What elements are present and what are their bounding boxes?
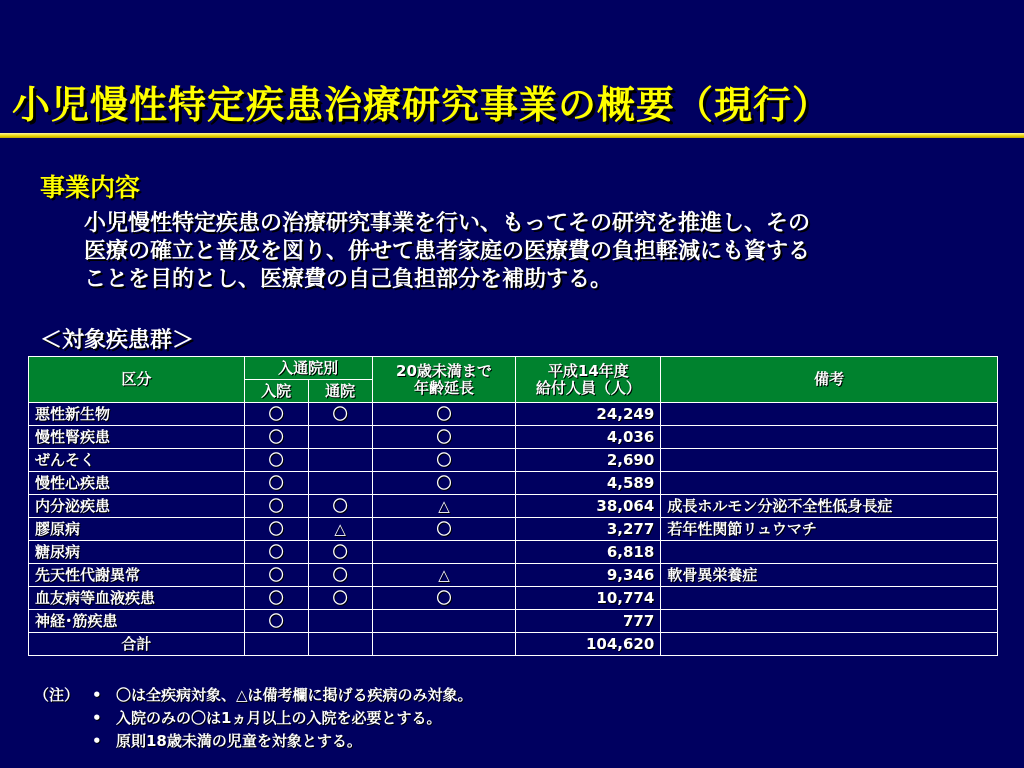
cell-outpatient: 〇 [308, 587, 372, 610]
header-recipients-line1: 平成14年度 [547, 361, 629, 380]
cell-outpatient: △ [308, 518, 372, 541]
total-recipients: 104,620 [516, 633, 661, 656]
cell-notes: 若年性関節リュウマチ [661, 518, 998, 541]
table-total-row [29, 633, 998, 656]
header-recipients-line2: 給付人員（人） [535, 378, 641, 397]
cell-category: 膠原病 [29, 518, 245, 541]
cell-notes [661, 449, 998, 472]
bullet-icon: • [92, 686, 102, 704]
cell-age-extension [372, 541, 516, 564]
table-row [29, 449, 998, 472]
cell-recipients: 4,589 [516, 472, 661, 495]
table-row [29, 472, 998, 495]
cell-recipients: 10,774 [516, 587, 661, 610]
table-row [29, 495, 998, 518]
body-line: 小児慢性特定疾患の治療研究事業を行い、もってその研究を推進し、その [84, 211, 811, 236]
footnote-text: 原則18歳未満の児童を対象とする。 [116, 732, 362, 750]
total-age-extension [372, 633, 516, 656]
cell-inpatient: 〇 [244, 541, 308, 564]
cell-category: 慢性心疾患 [29, 472, 245, 495]
cell-inpatient: 〇 [244, 426, 308, 449]
cell-recipients: 4,036 [516, 426, 661, 449]
footnote-text: 入院のみの〇は1ヵ月以上の入院を必要とする。 [116, 709, 442, 727]
cell-inpatient: 〇 [244, 518, 308, 541]
footnote-text: 〇は全疾病対象、△は備考欄に掲げる疾病のみ対象。 [116, 686, 473, 704]
cell-age-extension: 〇 [372, 518, 516, 541]
cell-inpatient: 〇 [244, 587, 308, 610]
disease-table [28, 356, 998, 656]
cell-inpatient: 〇 [244, 564, 308, 587]
table-row [29, 564, 998, 587]
body-line: ことを目的とし、医療費の自己負担部分を補助する。 [84, 267, 613, 292]
header-admission: 入通院別 [244, 357, 372, 380]
cell-recipients: 38,064 [516, 495, 661, 518]
table-body [29, 403, 998, 656]
cell-age-extension: 〇 [372, 472, 516, 495]
cell-age-extension: △ [372, 564, 516, 587]
cell-outpatient: 〇 [308, 495, 372, 518]
header-notes: 備考 [661, 357, 998, 403]
cell-outpatient [308, 426, 372, 449]
table-row [29, 587, 998, 610]
cell-inpatient: 〇 [244, 472, 308, 495]
cell-age-extension: △ [372, 495, 516, 518]
cell-notes [661, 541, 998, 564]
cell-age-extension: 〇 [372, 449, 516, 472]
header-age-extension-line1: 20歳未満まで [396, 361, 492, 380]
section-heading: 事業内容 [40, 173, 141, 202]
header-inpatient: 入院 [244, 380, 308, 403]
slide-title: 小児慢性特定疾患治療研究事業の概要（現行） [12, 83, 832, 127]
cell-notes: 軟骨異栄養症 [661, 564, 998, 587]
cell-notes [661, 426, 998, 449]
cell-inpatient: 〇 [244, 449, 308, 472]
cell-recipients: 9,346 [516, 564, 661, 587]
cell-inpatient: 〇 [244, 495, 308, 518]
cell-outpatient: 〇 [308, 403, 372, 426]
cell-notes [661, 610, 998, 633]
cell-category: 神経･筋疾患 [29, 610, 245, 633]
cell-outpatient [308, 610, 372, 633]
footnote-prefix: （注） [34, 686, 80, 704]
cell-recipients: 3,277 [516, 518, 661, 541]
cell-category: 内分泌疾患 [29, 495, 245, 518]
cell-recipients: 24,249 [516, 403, 661, 426]
cell-category: 血友病等血液疾患 [29, 587, 245, 610]
cell-category: 糖尿病 [29, 541, 245, 564]
cell-notes [661, 403, 998, 426]
cell-inpatient: 〇 [244, 403, 308, 426]
cell-recipients: 777 [516, 610, 661, 633]
table-row [29, 403, 998, 426]
cell-age-extension [372, 610, 516, 633]
cell-outpatient [308, 449, 372, 472]
cell-age-extension: 〇 [372, 426, 516, 449]
table-row [29, 610, 998, 633]
table-row [29, 426, 998, 449]
bullet-icon: • [92, 732, 102, 750]
table-row [29, 518, 998, 541]
section-body [84, 210, 1004, 294]
cell-recipients: 2,690 [516, 449, 661, 472]
table-row [29, 541, 998, 564]
cell-recipients: 6,818 [516, 541, 661, 564]
table-heading: ＜対象疾患群＞ [40, 328, 195, 353]
cell-notes: 成長ホルモン分泌不全性低身長症 [661, 495, 998, 518]
cell-category: ぜんそく [29, 449, 245, 472]
table-header [29, 357, 998, 403]
cell-category: 先天性代謝異常 [29, 564, 245, 587]
header-outpatient: 通院 [308, 380, 372, 403]
cell-category: 悪性新生物 [29, 403, 245, 426]
body-line: 医療の確立と普及を図り、併せて患者家庭の医療費の負担軽減にも資する [84, 239, 811, 264]
cell-notes [661, 587, 998, 610]
cell-outpatient: 〇 [308, 541, 372, 564]
header-age-extension-line2: 年齢延長 [413, 378, 474, 397]
total-label: 合計 [29, 633, 245, 656]
total-outpatient [308, 633, 372, 656]
cell-outpatient [308, 472, 372, 495]
cell-age-extension: 〇 [372, 587, 516, 610]
cell-notes [661, 472, 998, 495]
cell-outpatient: 〇 [308, 564, 372, 587]
header-category: 区分 [29, 357, 245, 403]
header-recipients [516, 357, 661, 403]
header-age-extension [372, 357, 516, 403]
total-inpatient [244, 633, 308, 656]
total-notes [661, 633, 998, 656]
cell-category: 慢性腎疾患 [29, 426, 245, 449]
title-underline [0, 133, 1024, 138]
cell-inpatient: 〇 [244, 610, 308, 633]
bullet-icon: • [92, 709, 102, 727]
cell-age-extension: 〇 [372, 403, 516, 426]
